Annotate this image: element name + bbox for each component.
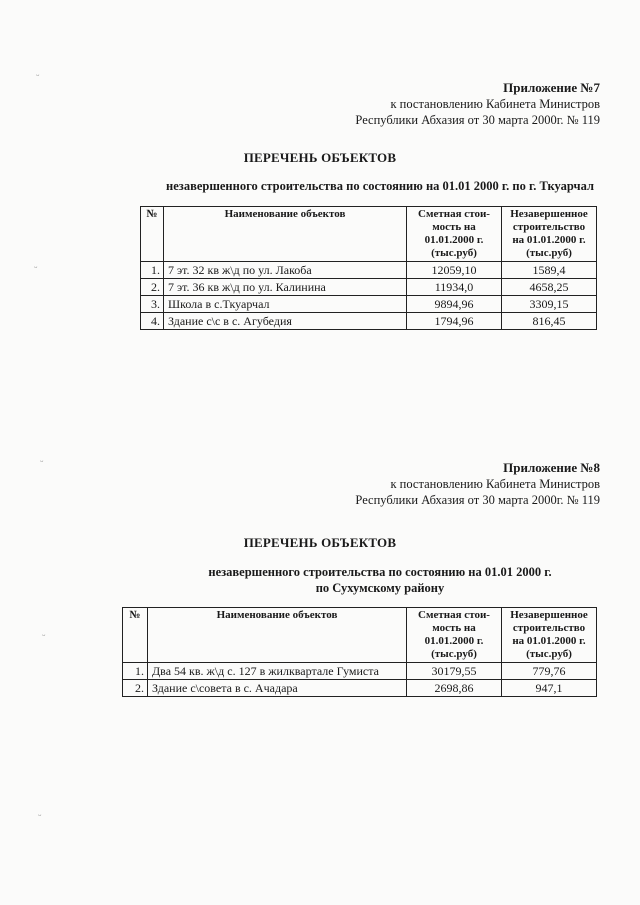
table-row	[141, 296, 597, 313]
row-cost: 11934,0	[407, 279, 502, 296]
appendix-8-list-title: ПЕРЕЧЕНЬ ОБЪЕКТОВ	[243, 535, 397, 550]
table-row	[141, 279, 597, 296]
row-num: 2.	[123, 680, 148, 697]
row-incomplete: 1589,4	[502, 262, 597, 279]
row-num: 4.	[141, 313, 164, 330]
row-incomplete: 4658,25	[502, 279, 597, 296]
table-row	[141, 262, 597, 279]
scan-mark: ᵕ	[40, 458, 44, 468]
row-num: 1.	[141, 262, 164, 279]
row-cost: 9894,96	[407, 296, 502, 313]
appendix-7-table	[140, 206, 597, 330]
row-cost: 12059,10	[407, 262, 502, 279]
row-num: 3.	[141, 296, 164, 313]
appendix-7-header	[355, 80, 600, 128]
col-incomplete-header: Незавершенное строительство на 01.01.2000 г. (тыс.руб)	[502, 608, 597, 663]
row-name: Здание с\совета в с. Ачадара	[148, 680, 407, 697]
row-cost: 1794,96	[407, 313, 502, 330]
scan-mark: ᵕ	[36, 72, 40, 82]
appendix-8-table	[122, 607, 597, 697]
appendix-8-decree-date: Республики Абхазия от 30 марта 2000г. № 119	[355, 493, 600, 507]
col-cost-header: Сметная стои-мость на 01.01.2000 г. (тыс.руб)	[407, 608, 502, 663]
row-cost: 30179,55	[407, 663, 502, 680]
row-cost: 2698,86	[407, 680, 502, 697]
row-name: Школа в с.Ткуарчал	[164, 296, 407, 313]
scan-mark: ᵕ	[34, 264, 38, 274]
row-incomplete: 779,76	[502, 663, 597, 680]
table-row	[123, 680, 597, 697]
appendix-8-subtitle-line1: незавершенного строительства по состоянию на 01.01 2000 г.	[208, 565, 552, 579]
row-name: 7 эт. 32 кв ж\д по ул. Лакоба	[164, 262, 407, 279]
appendix-8-decree-line: к постановлению Кабинета Министров	[390, 477, 600, 491]
table-row	[123, 663, 597, 680]
row-incomplete: 816,45	[502, 313, 597, 330]
appendix-7-subtitle: незавершенного строительства по состоянию на 01.01 2000 г. по г. Ткуарчал	[166, 179, 594, 193]
appendix-7-title: Приложение №7	[503, 80, 600, 95]
row-name: Здание с\с в с. Агубедия	[164, 313, 407, 330]
row-num: 1.	[123, 663, 148, 680]
col-incomplete-header: Незавершенное строительство на 01.01.2000 г. (тыс.руб)	[502, 207, 597, 262]
appendix-8-header	[355, 460, 600, 508]
row-incomplete: 947,1	[502, 680, 597, 697]
scan-mark: ᵕ	[38, 812, 42, 822]
col-name-header: Наименование объектов	[148, 608, 407, 663]
appendix-7-decree-date: Республики Абхазия от 30 марта 2000г. № 119	[355, 113, 600, 127]
col-num-header: №	[141, 207, 164, 262]
table-header-row	[141, 207, 597, 262]
appendix-7-list-title: ПЕРЕЧЕНЬ ОБЪЕКТОВ	[243, 150, 397, 165]
row-name: Два 54 кв. ж\д с. 127 в жилквартале Гумиста	[148, 663, 407, 680]
table-row	[141, 313, 597, 330]
scan-mark: ᵕ	[42, 632, 46, 642]
appendix-8-subtitle	[150, 564, 610, 596]
appendix-7-decree-line: к постановлению Кабинета Министров	[390, 97, 600, 111]
col-cost-header: Сметная стои-мость на 01.01.2000 г. (тыс.руб)	[407, 207, 502, 262]
col-name-header: Наименование объектов	[164, 207, 407, 262]
row-num: 2.	[141, 279, 164, 296]
appendix-8-title: Приложение №8	[503, 460, 600, 475]
col-num-header: №	[123, 608, 148, 663]
row-name: 7 эт. 36 кв ж\д по ул. Калинина	[164, 279, 407, 296]
appendix-8-subtitle-line2: по Сухумскому району	[315, 581, 445, 595]
table-header-row	[123, 608, 597, 663]
row-incomplete: 3309,15	[502, 296, 597, 313]
